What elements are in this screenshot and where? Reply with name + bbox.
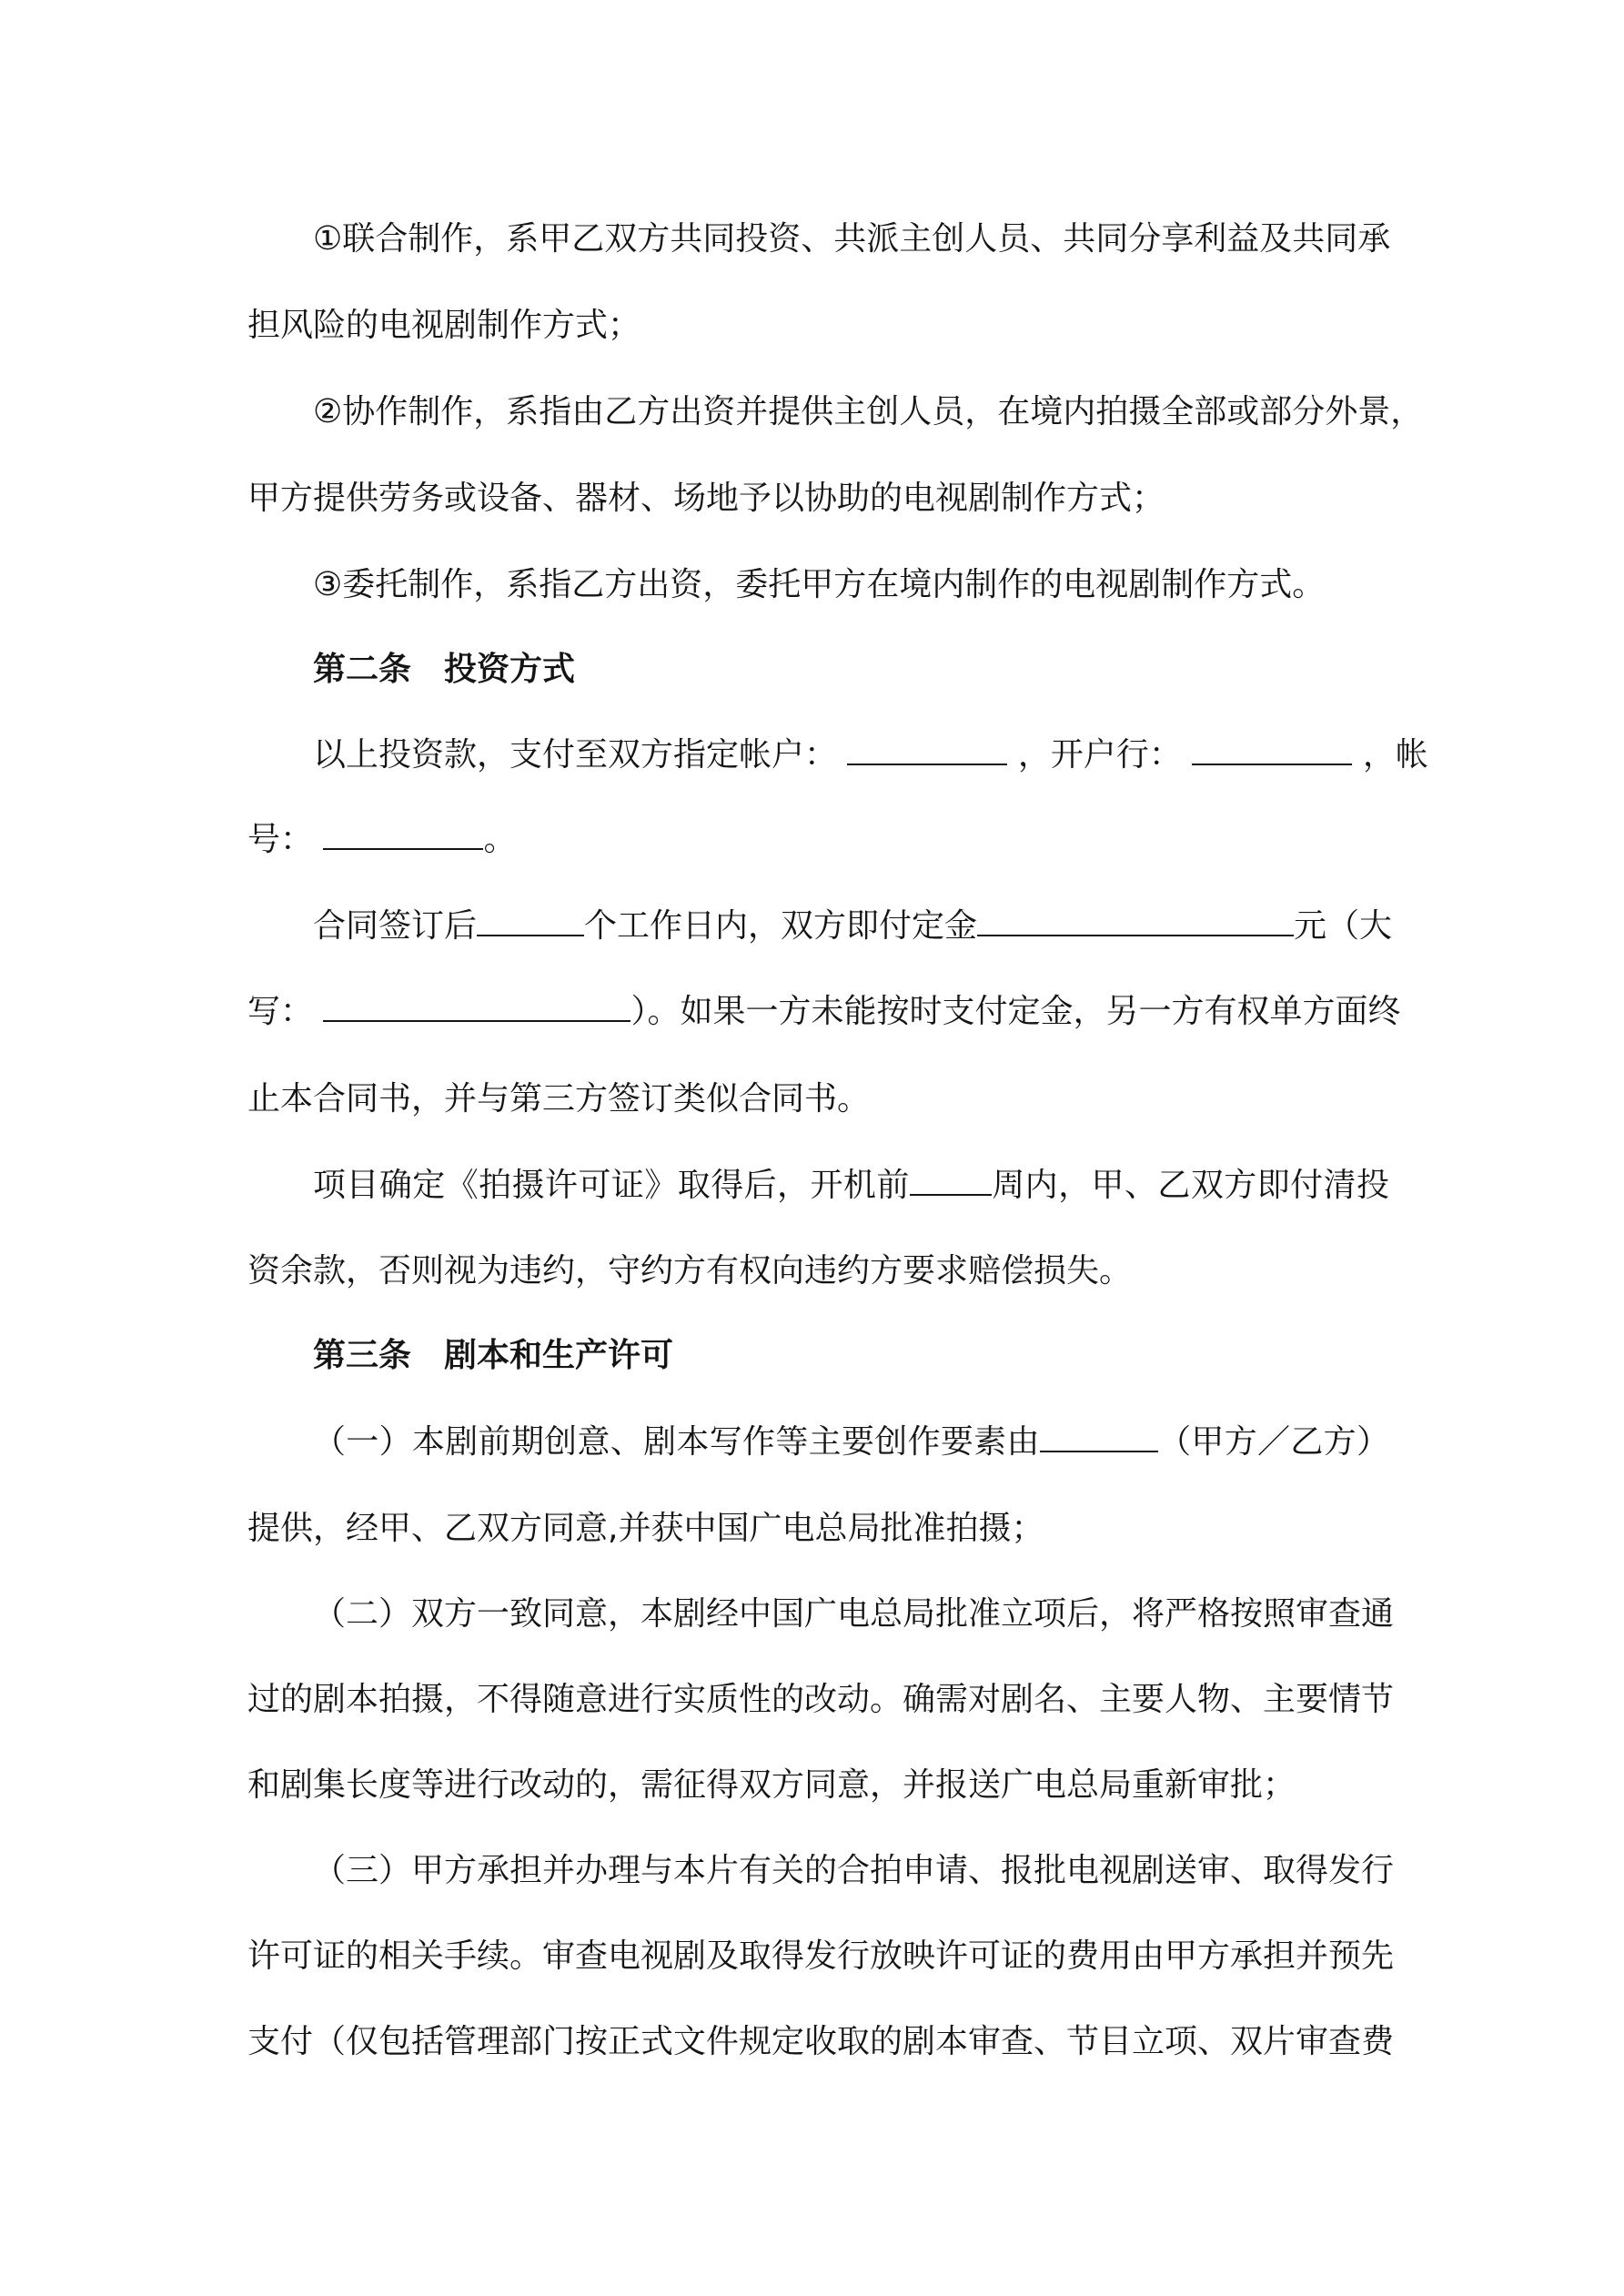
working-days-blank[interactable]: [477, 902, 584, 936]
p8-line3: 和剧集长度等进行改动的，需征得双方同意，并报送广电总局重新审批；: [247, 1766, 1296, 1804]
article2-number: 第二条: [313, 651, 412, 688]
deposit-amount-blank[interactable]: [977, 902, 1294, 936]
article3-number: 第三条: [313, 1337, 412, 1374]
p5-line2: 写： ）。如果一方未能按时支付定金，另一方有权单方面终: [247, 985, 1389, 1039]
p9-line3: 支付（仅包括管理部门按正式文件规定收取的剧本审查、节目立项、双片审查费: [247, 2023, 1395, 2060]
p8-line2: 过的剧本拍摄，不得随意进行实质性的改动。确需对剧名、主要人物、主要情节: [247, 1681, 1395, 1718]
p2-line1: ②协作制作，系指由乙方出资并提供主创人员，在境内拍摄全部或部分外景，: [313, 393, 1424, 430]
p4-line1: 以上投资款，支付至双方指定帐户： ，开户行： ，帐: [313, 728, 1389, 783]
p4-line2: 号： 。: [247, 813, 1389, 867]
p6-line1: 项目确定《拍摄许可证》取得后，开机前 周内，甲、乙双方即付清投: [313, 1158, 1389, 1213]
bank-blank[interactable]: [1192, 731, 1352, 765]
p7-line1: （一）本剧前期创意、剧本写作等主要创作要素由 （甲方／乙方）: [313, 1415, 1389, 1470]
article2-title: 投资方式: [444, 651, 576, 688]
p6-line2: 资余款，否则视为违约，守约方有权向违约方要求赔偿损失。: [247, 1252, 1133, 1290]
p3-line1: ③委托制作，系指乙方出资，委托甲方在境内制作的电视剧制作方式。: [313, 566, 1326, 603]
weeks-blank[interactable]: [910, 1161, 992, 1196]
p9-line1: （三）甲方承担并办理与本片有关的合拍申请、报批电视剧送审、取得发行: [313, 1852, 1395, 1889]
p2-line2: 甲方提供劳务或设备、器材、场地予以协助的电视剧制作方式；: [247, 480, 1165, 517]
article3-title: 剧本和生产许可: [444, 1337, 674, 1374]
p8-line1: （二）双方一致同意，本剧经中国广电总局批准立项后，将严格按照审查通: [313, 1595, 1395, 1633]
p7-line2: 提供，经甲、乙双方同意,并获中国广电总局批准拍摄；: [247, 1510, 1044, 1547]
deposit-uppercase-blank[interactable]: [323, 987, 630, 1022]
p1-line1: ①联合制作，系甲乙双方共同投资、共派主创人员、共同分享利益及共同承: [313, 220, 1391, 258]
account-blank[interactable]: [847, 731, 1007, 765]
account-number-blank[interactable]: [323, 815, 483, 850]
p5-line3: 止本合同书，并与第三方签订类似合同书。: [247, 1080, 871, 1118]
p1-line2: 担风险的电视剧制作方式；: [247, 307, 641, 344]
article3-heading: [313, 1329, 1389, 1383]
party-choice-blank[interactable]: [1040, 1418, 1158, 1452]
p9-line2: 许可证的相关手续。审查电视剧及取得发行放映许可证的费用由甲方承担并预先: [247, 1937, 1395, 1975]
article2-heading: [313, 642, 1389, 697]
p5-line1: 合同签订后 个工作日内，双方即付定金 元（大: [313, 899, 1389, 954]
